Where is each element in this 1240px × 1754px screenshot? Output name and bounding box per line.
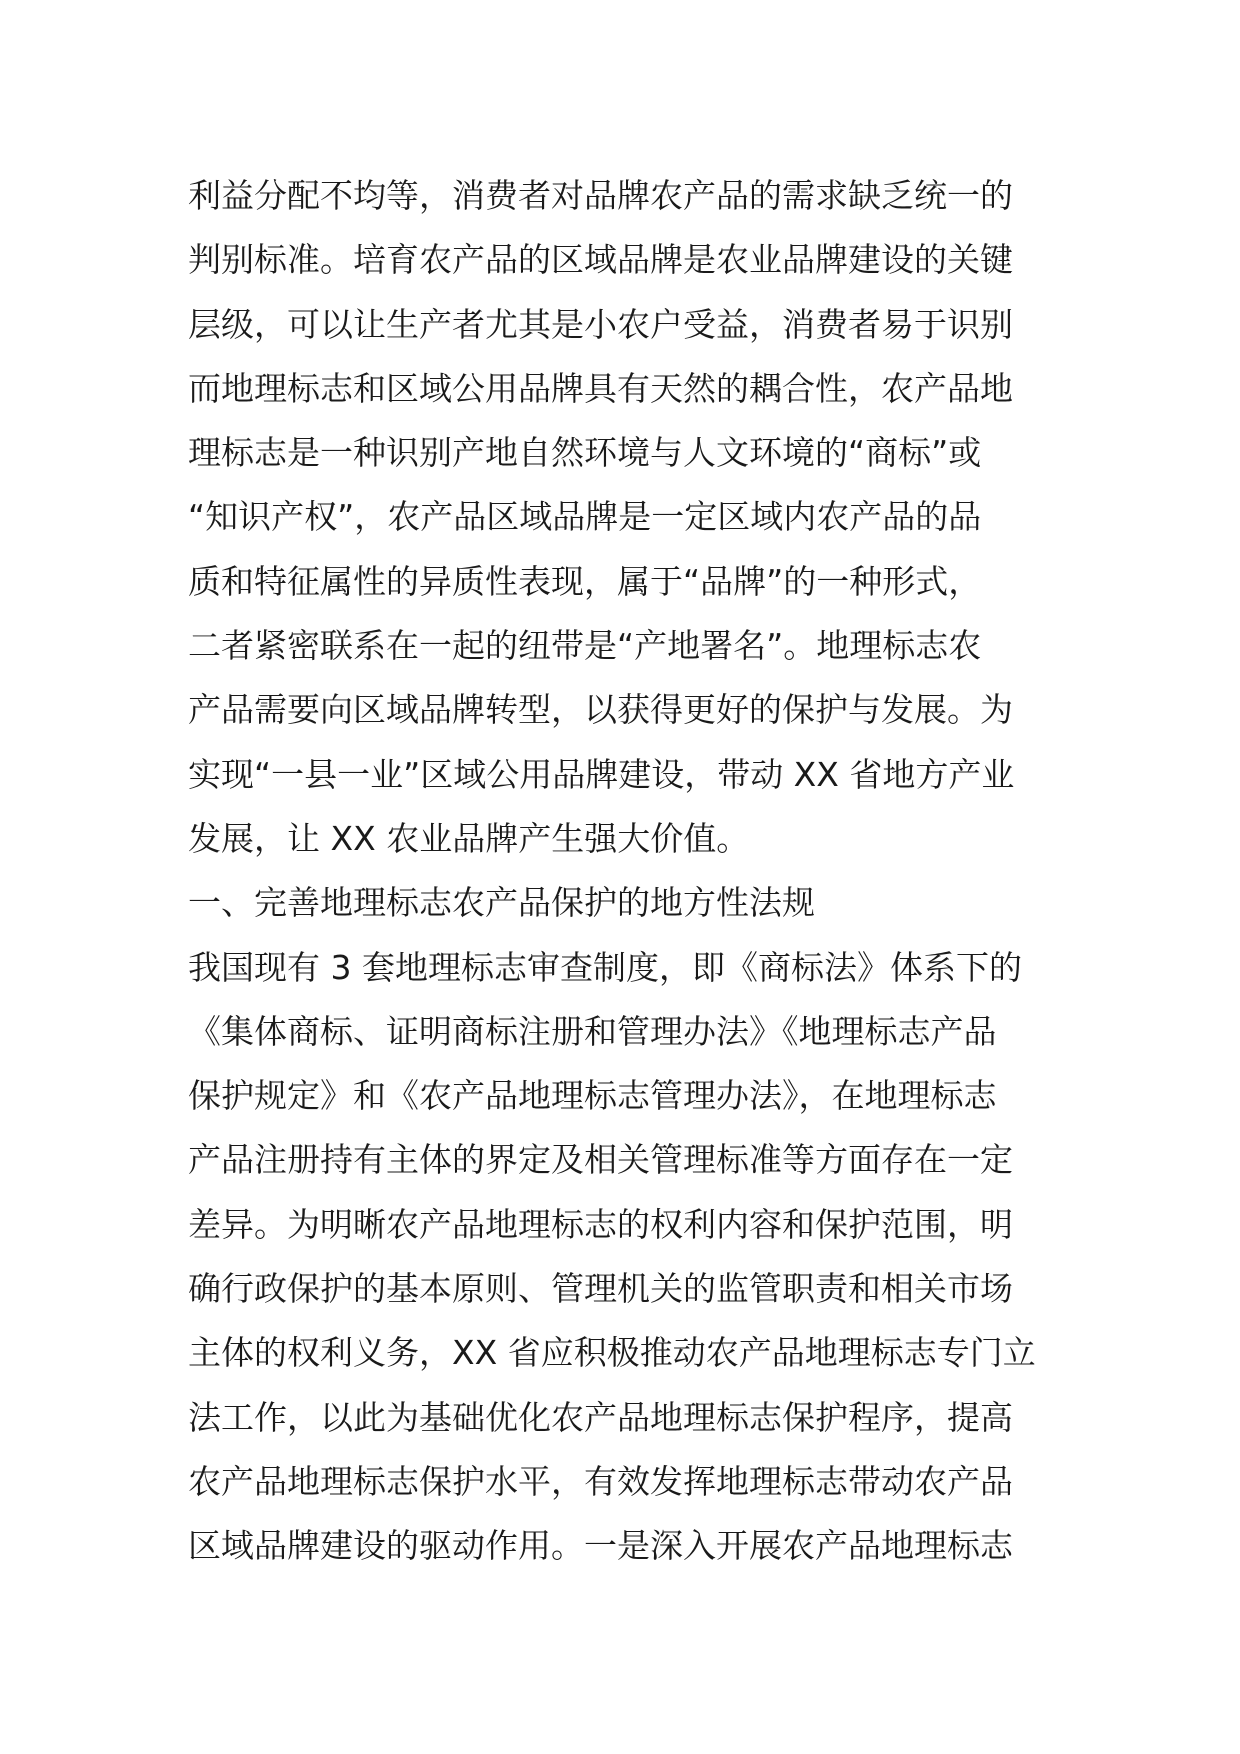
text-line: 法工作，以此为基础优化农产品地理标志保护程序，提高 — [188, 1397, 1013, 1437]
text-line: 实现“一县一业”区域公用品牌建设，带动 XX 省地方产业 — [188, 754, 1015, 794]
text-line: 确行政保护的基本原则、管理机关的监管职责和相关市场 — [188, 1269, 1013, 1309]
document-body — [188, 164, 1068, 1579]
text-line: 我国现有 3 套地理标志审查制度，即《商标法》体系下的 — [188, 947, 1022, 987]
text-line: 差异。为明晰农产品地理标志的权利内容和保护范围，明 — [188, 1204, 1013, 1244]
text-line: 二者紧密联系在一起的纽带是“产地署名”。地理标志农 — [188, 626, 982, 666]
text-line: 农产品地理标志保护水平，有效发挥地理标志带动农产品 — [188, 1461, 1013, 1501]
text-line: 产品需要向区域品牌转型，以获得更好的保护与发展。为 — [188, 690, 1013, 730]
text-line: 保护规定》和《农产品地理标志管理办法》，在地理标志 — [188, 1076, 997, 1116]
text-line: 产品注册持有主体的界定及相关管理标准等方面存在一定 — [188, 1140, 1013, 1180]
text-line: 《集体商标、证明商标注册和管理办法》《地理标志产品 — [188, 1011, 997, 1051]
text-line: 理标志是一种识别产地自然环境与人文环境的“商标”或 — [188, 433, 982, 473]
section-heading: 一、完善地理标志农产品保护的地方性法规 — [188, 883, 815, 923]
text-line: 层级，可以让生产者尤其是小农户受益，消费者易于识别 — [188, 304, 1013, 344]
text-line: 判别标准。培育农产品的区域品牌是农业品牌建设的关键 — [188, 240, 1013, 280]
text-line: 发展，让 XX 农业品牌产生强大价值。 — [188, 818, 750, 858]
text-line: 主体的权利义务，XX 省应积极推动农产品地理标志专门立 — [188, 1333, 1036, 1373]
text-line: 利益分配不均等，消费者对品牌农产品的需求缺乏统一的 — [188, 176, 1013, 215]
text-line: 而地理标志和区域公用品牌具有天然的耦合性，农产品地 — [188, 368, 1013, 408]
text-line: 质和特征属性的异质性表现，属于“品牌”的一种形式， — [188, 561, 982, 601]
text-line: 区域品牌建设的驱动作用。一是深入开展农产品地理标志 — [188, 1526, 1013, 1566]
text-line: “知识产权”，农产品区域品牌是一定区域内农产品的品 — [188, 497, 982, 537]
